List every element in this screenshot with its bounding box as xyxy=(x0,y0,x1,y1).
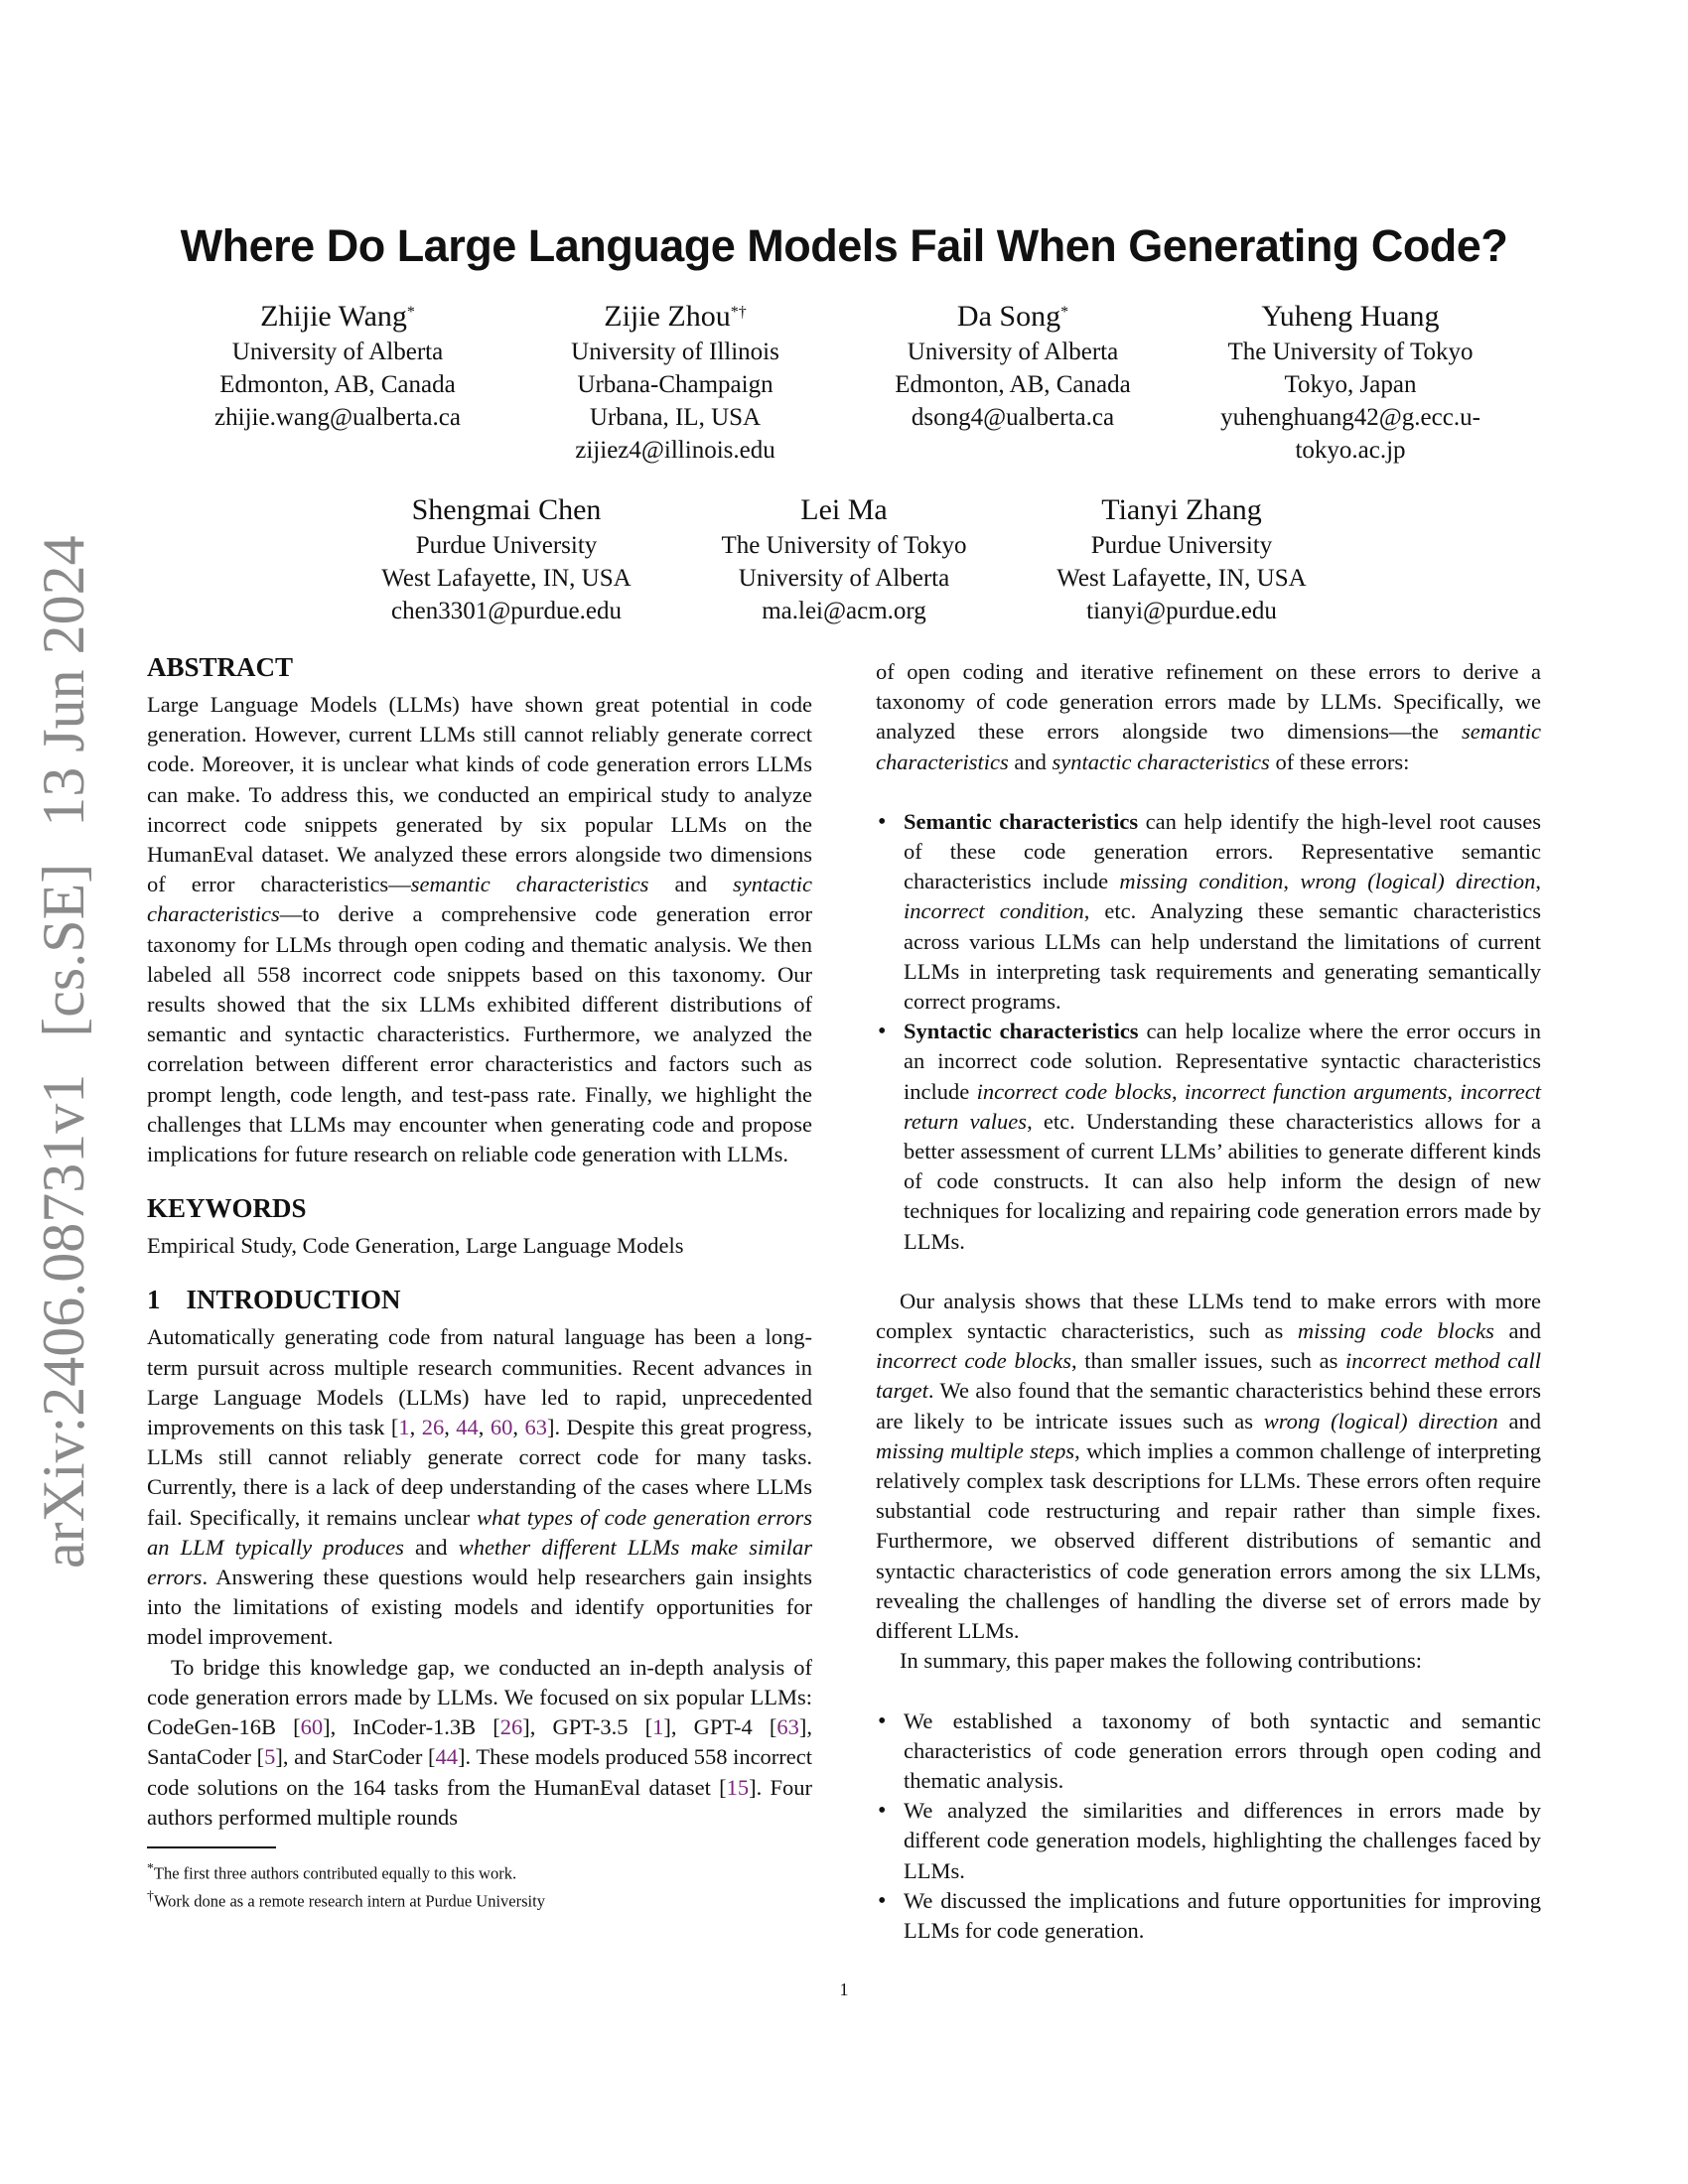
author-location: West Lafayette, IN, USA xyxy=(381,565,632,592)
author-affiliation: University of Alberta xyxy=(231,339,444,365)
abstract-text: Large Language Models (LLMs) have shown great potential in code generation. However, current LLMs still cannot reliably generate correct code. Moreover, it is unclear what kinds of code generation errors LLMs can make. To address this, we conducted an empirical study to analyze incorrect code snippets generated by six popular LLMs on the HumanEval dataset. We analyzed these errors alongside two dimensions of error characteristics—semantic characteristics and syntactic characteristics—to derive a comprehensive code generation error taxonomy for LLMs through open coding and thematic analysis. We then labeled all 558 incorrect code snippets based on this taxonomy. Our results showed that the six LLMs exhibited different distributions of semantic and syntactic characteristics. Furthermore, we analyzed the correlation between different error characteristics and factors such as prompt length, code length, and test-pass rate. Finally, we highlight the challenges that LLMs may encounter when generating code and propose implications for future research on reliable code generation with LLMs. xyxy=(147,692,812,1167)
author-affiliation: University of Alberta xyxy=(738,565,950,592)
left-column xyxy=(147,650,812,1913)
author-block xyxy=(338,491,675,627)
author-location: West Lafayette, IN, USA xyxy=(1056,565,1307,592)
arxiv-date: 13 Jun 2024 xyxy=(31,535,96,827)
arxiv-id: arXiv:2406.08731v1 xyxy=(31,1073,96,1569)
citation-link[interactable]: 26 xyxy=(421,1415,445,1440)
abstract-heading: ABSTRACT xyxy=(147,652,294,682)
author-affiliation: Urbana-Champaign xyxy=(577,371,774,398)
author-name: Zijie Zhou xyxy=(604,300,731,333)
author-name: Da Song xyxy=(956,300,1061,333)
section-heading-introduction: 1 INTRODUCTION xyxy=(147,1285,401,1315)
citation-link[interactable]: 44 xyxy=(456,1415,479,1440)
keywords-text: Empirical Study, Code Generation, Large Language Models xyxy=(147,1233,684,1259)
citation-link[interactable]: 60 xyxy=(300,1714,324,1740)
citation-link[interactable]: 5 xyxy=(264,1744,276,1770)
contributions-list xyxy=(876,1706,1541,1947)
author-name: Zhijie Wang xyxy=(260,300,407,333)
footnote: †Work done as a remote research intern at Purdue University xyxy=(147,1888,545,1911)
author-mark: *† xyxy=(730,304,747,321)
intro-paragraph-5: In summary, this paper makes the following contributions: xyxy=(900,1648,1422,1674)
author-affiliation: The University of Tokyo xyxy=(1227,339,1474,365)
author-block xyxy=(1182,298,1519,467)
author-block xyxy=(1013,491,1350,627)
arxiv-category: [cs.SE] xyxy=(31,863,96,1037)
citation-link[interactable]: 63 xyxy=(524,1415,547,1440)
author-name: Tianyi Zhang xyxy=(1101,493,1262,526)
author-location: Tokyo, Japan xyxy=(1284,371,1417,398)
citation-link[interactable]: 1 xyxy=(398,1415,410,1440)
author-email[interactable]: tokyo.ac.jp xyxy=(1295,437,1406,464)
author-block xyxy=(506,298,844,467)
author-email[interactable]: zhijie.wang@ualberta.ca xyxy=(214,404,461,431)
citation-link[interactable]: 1 xyxy=(652,1714,664,1740)
author-name: Shengmai Chen xyxy=(411,493,602,526)
keywords-heading: KEYWORDS xyxy=(147,1193,307,1224)
author-block xyxy=(675,491,1013,627)
citation-link[interactable]: 63 xyxy=(776,1714,799,1740)
author-email[interactable]: ma.lei@acm.org xyxy=(762,598,926,624)
author-location: Edmonton, AB, Canada xyxy=(219,371,456,398)
author-email[interactable]: zijiez4@illinois.edu xyxy=(575,437,775,464)
paper-title: Where Do Large Language Models Fail When Generating Code? xyxy=(180,220,1508,271)
author-location: Edmonton, AB, Canada xyxy=(895,371,1131,398)
intro-paragraph-1: Automatically generating code from natural language has been a long-term pursuit across multiple research communities. Recent advances in Large Language Models (LLMs) have led to rapid, unprecedented improvements on this task [1, 26, 44, 60, 63]. Despite this great progress, LLMs still cannot reliably generate correct code for many tasks. Currently, there is a lack of deep understanding of the cases where LLMs fail. Specifically, it remains unclear what types of code generation errors an LLM typically produces and whether different LLMs make similar errors. Answering these questions would help researchers gain insights into the limitations of existing models and identify opportunities for model improvement. xyxy=(147,1324,813,1650)
citation-link[interactable]: 44 xyxy=(435,1744,459,1770)
list-item: • We established a taxonomy of both syntactic and semantic characteristics of code generation errors through open coding and thematic analysis. xyxy=(904,1706,1541,1797)
author-block xyxy=(844,298,1182,467)
author-affiliation: Purdue University xyxy=(415,532,598,559)
list-item: • Syntactic characteristics can help localize where the error occurs in an incorrect code solution. Representative syntactic characteristics include incorrect code blocks, incorrect function arguments, incorrect return values, etc. Understanding these characteristics allows for a better assessment of current LLMs’ abilities to generate different kinds of code constructs. It can also help inform the design of new techniques for localizing and repairing code generation errors made by LLMs. xyxy=(904,1017,1541,1257)
author-name: Yuheng Huang xyxy=(1261,300,1440,333)
citation-link[interactable]: 26 xyxy=(499,1714,523,1740)
author-row-2 xyxy=(0,491,1688,627)
author-affiliation: The University of Tokyo xyxy=(721,532,967,559)
author-email[interactable]: chen3301@purdue.edu xyxy=(391,598,622,624)
intro-paragraph-3: of open coding and iterative refinement on these errors to derive a taxonomy of code generation errors made by LLMs. Specifically, we analyzed these errors alongside two dimensions—the semantic characteristics and syntactic characteristics of these errors: xyxy=(876,659,1541,774)
list-item: • Semantic characteristics can help identify the high-level root causes of these code generation errors. Representative semantic characteristics include missing condition, wrong (logical) direction, incorrect condition, etc. Analyzing these semantic characteristics across various LLMs can help understand the limitations of current LLMs in interpreting task requirements and generating semantically correct programs. xyxy=(904,807,1541,1017)
author-email[interactable]: tianyi@purdue.edu xyxy=(1086,598,1277,624)
footnote-divider xyxy=(147,1846,276,1848)
intro-paragraph-2: To bridge this knowledge gap, we conducted an in-depth analysis of code generation errors made by LLMs. We focused on six popular LLMs: CodeGen-16B [60], InCoder-1.3B [26], GPT-3.5 [1], GPT-4 [63], SantaCoder [5], and StarCoder [44]. These models produced 558 incorrect code solutions on the 164 tasks from the HumanEval dataset [15]. Four authors performed multiple rounds xyxy=(147,1654,813,1830)
author-name: Lei Ma xyxy=(800,493,888,526)
author-row-1 xyxy=(0,298,1688,467)
author-email[interactable]: dsong4@ualberta.ca xyxy=(911,404,1115,431)
arxiv-stamp xyxy=(30,535,98,1569)
author-block xyxy=(169,298,506,467)
author-affiliation: University of Alberta xyxy=(907,339,1119,365)
page-number: 1 xyxy=(839,1979,849,1999)
author-affiliation: University of Illinois xyxy=(571,339,779,365)
footnote: *The first three authors contributed equally to this work. xyxy=(147,1859,517,1883)
author-mark: * xyxy=(406,304,415,321)
author-email[interactable]: yuhenghuang42@g.ecc.u- xyxy=(1220,404,1480,431)
intro-paragraph-4: Our analysis shows that these LLMs tend to make errors with more complex syntactic characteristics, such as missing code blocks and incorrect code blocks, than smaller issues, such as incorrect method call target. We also found that the semantic characteristics behind these errors are likely to be intricate issues such as wrong (logical) direction and missing multiple steps, which implies a common challenge of interpreting relatively complex task descriptions for LLMs. These errors often require substantial code restructuring and repair rather than simple fixes. Furthermore, we observed different distributions of semantic and syntactic characteristics of code generation errors among the six LLMs, revealing the challenges of handling the diverse set of errors made by different LLMs. xyxy=(876,1288,1541,1644)
citation-link[interactable]: 15 xyxy=(726,1774,750,1800)
right-column xyxy=(876,657,1541,1946)
author-location: Urbana, IL, USA xyxy=(589,404,762,431)
characteristics-list xyxy=(876,807,1541,1257)
author-affiliation: Purdue University xyxy=(1090,532,1273,559)
citation-link[interactable]: 60 xyxy=(490,1415,513,1440)
list-item: • We discussed the implications and future opportunities for improving LLMs for code generation. xyxy=(904,1886,1541,1946)
list-item: • We analyzed the similarities and differences in errors made by different code generation models, highlighting the challenges faced by LLMs. xyxy=(904,1796,1541,1886)
author-mark: * xyxy=(1060,304,1069,321)
